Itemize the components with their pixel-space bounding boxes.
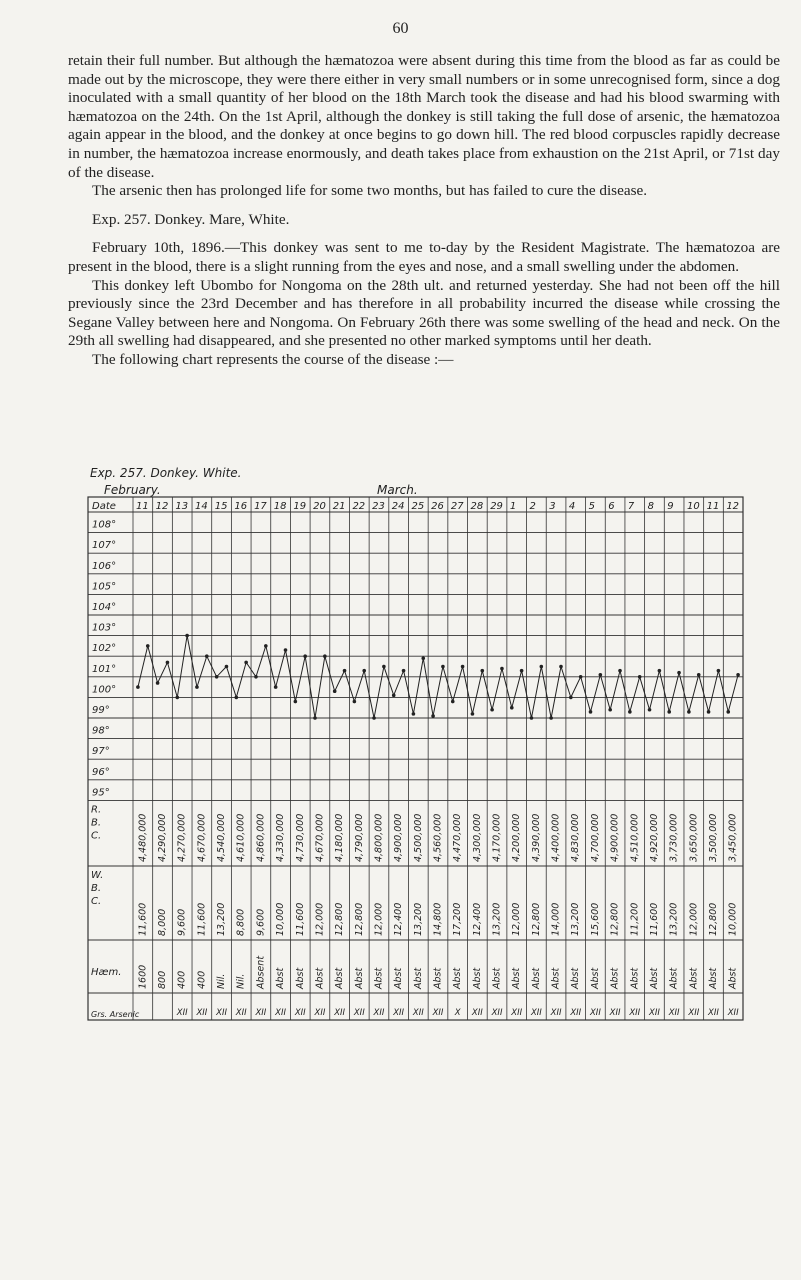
- temperature-point: [195, 685, 199, 689]
- temp-label: 105°: [92, 581, 117, 593]
- temp-label: 95°: [92, 787, 110, 799]
- temperature-point: [284, 648, 288, 652]
- temperature-point: [175, 696, 179, 700]
- white-cell-value: 13,200: [491, 902, 503, 936]
- temperature-point: [323, 654, 327, 658]
- white-cell-value: 10,000: [275, 902, 287, 936]
- temp-label: 108°: [92, 519, 117, 531]
- date-label: 14: [195, 501, 208, 512]
- white-cell-value: 12,800: [334, 902, 346, 936]
- temp-label: 101°: [92, 663, 117, 675]
- arsenic-value: XII: [511, 1008, 523, 1018]
- arsenic-value: X: [454, 1008, 461, 1018]
- temperature-point: [235, 696, 239, 700]
- temperature-line: [138, 636, 738, 718]
- arsenic-value: XII: [471, 1008, 483, 1018]
- white-cell-value: 12,400: [471, 902, 483, 936]
- temperature-point: [215, 675, 219, 679]
- white-cell-value: 11,600: [294, 902, 306, 936]
- red-cell-value: 4,500,000: [412, 813, 424, 862]
- row-label-white: W.: [91, 870, 104, 881]
- red-cell-value: 4,540,000: [216, 813, 228, 862]
- arsenic-value: XII: [314, 1008, 326, 1018]
- temperature-point: [608, 708, 612, 712]
- temperature-point: [618, 669, 622, 673]
- arsenic-value: XII: [196, 1008, 208, 1018]
- paragraph: retain their full number. But although the hæmatozoa were absent during this time from the blood as far as could be made out by the microscope, they were there either in very small numbers or in some unrecognised form, since a dog inoculated with a small quantity of her blood on the 18th March took the disease and had his blood swarming with hæmatozoa on the 24th. On the 1st April, although the donkey is still taking the full dose of arsenic, the hæmatozoa again appear in the blood, and the donkey at once begins to go down hill. The red blood corpuscles rapidly decrease in number, the hæmatozoa increase enormously, and death takes place from exhaustion on the 21st April, or 71st day of the disease.: [68, 52, 780, 181]
- date-label: 17: [254, 501, 267, 512]
- red-cell-value: 4,610,000: [235, 813, 247, 862]
- white-cell-value: 12,800: [707, 902, 719, 936]
- red-cell-value: 4,400,000: [550, 813, 562, 862]
- arsenic-value: XII: [432, 1008, 444, 1018]
- temperature-point: [530, 716, 534, 720]
- temp-label: 98°: [92, 725, 110, 737]
- arsenic-value: XII: [393, 1008, 405, 1018]
- arsenic-value: XII: [216, 1008, 227, 1018]
- temp-label: 103°: [92, 622, 117, 634]
- temperature-point: [549, 716, 553, 720]
- haematozoa-value: Abst: [275, 967, 287, 989]
- temperature-point: [717, 669, 721, 673]
- white-cell-value: 11,600: [648, 902, 660, 936]
- temperature-point: [687, 710, 691, 714]
- date-label: 16: [234, 501, 248, 512]
- temperature-point: [471, 712, 475, 716]
- haematozoa-value: Abst: [668, 967, 680, 989]
- haematozoa-value: Abst: [648, 967, 660, 989]
- experiment-heading: Exp. 257. Donkey. Mare, White.: [92, 210, 290, 228]
- arsenic-value: XII: [294, 1008, 306, 1018]
- arsenic-value: XII: [570, 1008, 582, 1018]
- red-cell-value: 4,470,000: [452, 813, 464, 862]
- temperature-point: [372, 716, 376, 720]
- chart-frame: [88, 497, 743, 1020]
- temperature-point: [579, 675, 583, 679]
- row-label-haem: Hæm.: [91, 967, 122, 978]
- date-label: 3: [549, 501, 556, 512]
- date-label: 1: [509, 501, 517, 512]
- date-label: 26: [431, 501, 444, 512]
- red-cell-value: 4,670,000: [196, 813, 208, 862]
- temp-label: 106°: [92, 560, 117, 572]
- temp-label: 100°: [92, 684, 117, 696]
- white-cell-value: 12,400: [393, 902, 405, 936]
- white-cell-value: 12,000: [511, 902, 523, 936]
- paragraph: The arsenic then has prolonged life for some two months, but has failed to cure the disease.: [92, 182, 648, 200]
- date-label: 15: [214, 501, 228, 512]
- white-cell-value: 17,200: [452, 902, 464, 936]
- haematozoa-value: Abst: [550, 967, 562, 989]
- arsenic-value: XII: [176, 1008, 188, 1018]
- temperature-point: [658, 669, 662, 673]
- date-label: 8: [647, 501, 654, 512]
- temperature-point: [382, 665, 386, 669]
- haematozoa-value: Abst: [314, 967, 326, 989]
- haematozoa-value: Abst: [707, 967, 719, 989]
- haematozoa-value: Absent: [255, 955, 267, 989]
- red-cell-value: 4,270,000: [176, 813, 188, 862]
- temperature-point: [648, 708, 652, 712]
- red-cell-value: 4,200,000: [511, 813, 523, 862]
- red-cell-value: 3,730,000: [668, 813, 680, 862]
- haematozoa-value: Nil.: [235, 973, 247, 989]
- arsenic-value: XII: [609, 1008, 621, 1018]
- red-cell-value: 4,390,000: [530, 813, 542, 862]
- red-cell-value: 4,730,000: [294, 813, 306, 862]
- red-cell-value: 4,330,000: [275, 813, 287, 862]
- temp-label: 107°: [92, 540, 117, 552]
- temperature-point: [136, 685, 140, 689]
- haematozoa-value: Abst: [353, 967, 365, 989]
- date-label: 21: [332, 501, 346, 512]
- white-cell-value: 9,600: [255, 908, 267, 936]
- temperature-point: [343, 669, 347, 673]
- temperature-point: [205, 654, 209, 658]
- row-label-white: B.: [91, 883, 102, 894]
- haematozoa-value: Abst: [432, 967, 444, 989]
- temp-label: 97°: [92, 746, 110, 758]
- date-label: 22: [352, 501, 366, 512]
- temperature-point: [412, 712, 416, 716]
- temperature-point: [707, 710, 711, 714]
- date-label: 6: [608, 501, 615, 512]
- arsenic-value: XII: [275, 1008, 287, 1018]
- haematozoa-value: Abst: [688, 967, 700, 989]
- white-cell-value: 11,600: [137, 902, 149, 936]
- haematozoa-value: 400: [196, 970, 208, 989]
- white-cell-value: 12,000: [314, 902, 326, 936]
- row-label-red: C.: [91, 830, 102, 842]
- date-label: 25: [411, 501, 425, 512]
- temperature-point: [628, 710, 632, 714]
- temp-label: 102°: [92, 643, 117, 655]
- haematozoa-value: 1600: [137, 964, 149, 989]
- date-label: 5: [588, 501, 595, 512]
- haematozoa-value: Abst: [412, 967, 424, 989]
- temperature-point: [156, 681, 160, 685]
- arsenic-value: XII: [708, 1008, 719, 1018]
- haematozoa-value: 800: [157, 970, 169, 989]
- red-cell-value: 3,650,000: [688, 813, 700, 862]
- temperature-point: [677, 671, 681, 675]
- white-cell-value: 11,600: [196, 902, 208, 936]
- white-cell-value: 12,000: [373, 902, 385, 936]
- temperature-point: [697, 673, 701, 677]
- red-cell-value: 4,790,000: [353, 813, 365, 862]
- haematozoa-value: Abst: [393, 967, 405, 989]
- red-cell-value: 4,920,000: [648, 813, 660, 862]
- white-cell-value: 8,800: [235, 908, 247, 936]
- red-cell-value: 4,900,000: [393, 813, 405, 862]
- temperature-point: [540, 665, 544, 669]
- body-text-1: [68, 52, 780, 370]
- white-cell-value: 10,000: [727, 902, 739, 936]
- temperature-point: [500, 667, 504, 671]
- haematozoa-value: Abst: [334, 967, 346, 989]
- date-label: 19: [293, 501, 307, 512]
- row-label-arsenic: Grs. Arsenic: [91, 1010, 140, 1019]
- temperature-point: [244, 661, 248, 665]
- date-label: 28: [470, 501, 484, 512]
- haematozoa-value: Abst: [727, 967, 739, 989]
- haematozoa-value: Abst: [511, 967, 523, 989]
- temperature-point: [333, 689, 337, 693]
- white-cell-value: 12,800: [530, 902, 542, 936]
- haematozoa-value: Abst: [589, 967, 601, 989]
- date-label: 11: [136, 501, 149, 512]
- paragraph: This donkey left Ubombo for Nongoma on the 28th ult. and returned yesterday. She had not been off the hill previously since the 23rd December and has therefore in all probability incurred the disease while crossing the Segane Valley between here and Nongoma. On February 26th there was some swelling of the head and neck. On the 29th all swelling had disappeared, and she presented no other marked symptoms until her death.: [68, 276, 780, 350]
- date-label: 7: [627, 501, 635, 512]
- paragraph: The following chart represents the course of the disease :—: [92, 350, 454, 368]
- haematozoa-value: Abst: [294, 967, 306, 989]
- arsenic-value: XII: [235, 1008, 247, 1018]
- temperature-point: [146, 644, 150, 648]
- temperature-point: [510, 706, 514, 710]
- temperature-point: [274, 685, 278, 689]
- temperature-point: [225, 665, 229, 669]
- temperature-point: [421, 656, 425, 660]
- date-label: 9: [667, 501, 674, 512]
- temperature-point: [599, 673, 603, 677]
- paragraph: February 10th, 1896.—This donkey was sent to me to-day by the Resident Magistrate. The hæmatozoa are present in the blood, there is a slight running from the eyes and nose, and a small swelling under the abdomen.: [68, 239, 780, 275]
- arsenic-value: XII: [688, 1008, 700, 1018]
- red-cell-value: 3,500,000: [707, 813, 719, 862]
- month-label-march: March.: [377, 483, 418, 497]
- chart-title: Exp. 257. Donkey. White.: [90, 466, 242, 480]
- haematozoa-value: Abst: [570, 967, 582, 989]
- temperature-point: [461, 665, 465, 669]
- red-cell-value: 4,180,000: [334, 813, 346, 862]
- arsenic-value: XII: [412, 1008, 424, 1018]
- temp-label: 96°: [92, 766, 110, 778]
- haematozoa-value: Abst: [491, 967, 503, 989]
- temperature-point: [451, 700, 455, 704]
- white-cell-value: 13,200: [216, 902, 228, 936]
- temperature-point: [520, 669, 524, 673]
- temperature-point: [480, 669, 484, 673]
- red-cell-value: 4,800,000: [373, 813, 385, 862]
- temperature-point: [402, 669, 406, 673]
- white-cell-value: 12,800: [609, 902, 621, 936]
- temperature-point: [313, 716, 317, 720]
- arsenic-value: XII: [353, 1008, 365, 1018]
- red-cell-value: 4,480,000: [137, 813, 149, 862]
- row-label-white: C.: [91, 896, 102, 907]
- haematozoa-value: Nil.: [216, 973, 228, 989]
- date-label: 23: [372, 501, 385, 512]
- white-cell-value: 11,200: [629, 902, 641, 936]
- red-cell-value: 4,830,000: [570, 813, 582, 862]
- arsenic-value: XII: [649, 1008, 660, 1018]
- arsenic-value: XII: [629, 1008, 641, 1018]
- haematozoa-value: Abst: [373, 967, 385, 989]
- white-cell-value: 12,000: [688, 902, 700, 936]
- date-label: 24: [391, 501, 405, 512]
- date-label: 18: [273, 501, 287, 512]
- row-label-red: R.: [91, 804, 102, 816]
- temperature-point: [490, 708, 494, 712]
- month-label-february: February.: [104, 483, 161, 497]
- temperature-point: [254, 675, 258, 679]
- haematozoa-value: Abst: [609, 967, 621, 989]
- page-number: 60: [392, 20, 409, 37]
- temperature-point: [667, 710, 671, 714]
- temperature-point: [392, 694, 396, 698]
- temperature-point: [264, 644, 268, 648]
- date-label: 12: [155, 501, 169, 512]
- date-label: 10: [686, 501, 700, 512]
- red-cell-value: 4,560,000: [432, 813, 444, 862]
- white-cell-value: 14,800: [432, 902, 444, 936]
- arsenic-value: XII: [589, 1008, 601, 1018]
- arsenic-value: XII: [530, 1008, 542, 1018]
- temperature-point: [441, 665, 445, 669]
- date-label: 11: [706, 501, 720, 512]
- red-cell-value: 4,510,000: [629, 813, 641, 862]
- temperature-point: [569, 696, 573, 700]
- temperature-point: [362, 669, 366, 673]
- haematozoa-value: Abst: [452, 967, 464, 989]
- date-label: 13: [175, 501, 189, 512]
- arsenic-value: XII: [550, 1008, 562, 1018]
- arsenic-value: XII: [334, 1008, 346, 1018]
- temperature-point: [589, 710, 593, 714]
- white-cell-value: 14,000: [550, 902, 562, 936]
- white-cell-value: 8,000: [157, 908, 169, 936]
- white-cell-value: 15,600: [589, 902, 601, 936]
- white-cell-value: 13,200: [412, 902, 424, 936]
- date-label: 12: [726, 501, 740, 512]
- temperature-point: [726, 710, 730, 714]
- date-header: Date: [92, 501, 116, 512]
- arsenic-value: XII: [255, 1008, 267, 1018]
- date-label: 2: [529, 501, 536, 512]
- temperature-point: [294, 700, 298, 704]
- white-cell-value: 13,200: [570, 902, 582, 936]
- temperature-point: [559, 665, 563, 669]
- haematozoa-value: Abst: [471, 967, 483, 989]
- temperature-point: [303, 654, 307, 658]
- temperature-point: [185, 634, 189, 638]
- white-cell-value: 13,200: [668, 902, 680, 936]
- arsenic-value: XII: [727, 1008, 739, 1018]
- temperature-point: [166, 661, 170, 665]
- red-cell-value: 4,900,000: [609, 813, 621, 862]
- temperature-point: [736, 673, 740, 677]
- red-cell-value: 4,170,000: [491, 813, 503, 862]
- haematozoa-value: Abst: [629, 967, 641, 989]
- date-label: 20: [313, 501, 326, 512]
- date-label: 27: [450, 501, 464, 512]
- arsenic-value: XII: [373, 1008, 385, 1018]
- temperature-point: [638, 675, 642, 679]
- red-cell-value: 4,860,000: [255, 813, 267, 862]
- temp-label: 104°: [92, 602, 117, 613]
- date-label: 4: [568, 501, 576, 512]
- date-label: 29: [490, 501, 503, 512]
- red-cell-value: 4,670,000: [314, 813, 326, 862]
- haematozoa-value: Abst: [530, 967, 542, 989]
- red-cell-value: 4,700,000: [589, 813, 601, 862]
- red-cell-value: 4,290,000: [157, 813, 169, 862]
- white-cell-value: 9,600: [176, 908, 188, 936]
- temperature-point: [431, 714, 435, 718]
- temp-label: 99°: [92, 705, 110, 716]
- arsenic-value: XII: [668, 1008, 680, 1018]
- haematozoa-value: 400: [176, 970, 188, 989]
- red-cell-value: 4,300,000: [471, 813, 483, 862]
- row-label-red: B.: [91, 817, 102, 829]
- temperature-point: [353, 700, 357, 704]
- red-cell-value: 3,450,000: [727, 813, 739, 862]
- arsenic-value: XII: [491, 1008, 503, 1018]
- white-cell-value: 12,800: [353, 902, 365, 936]
